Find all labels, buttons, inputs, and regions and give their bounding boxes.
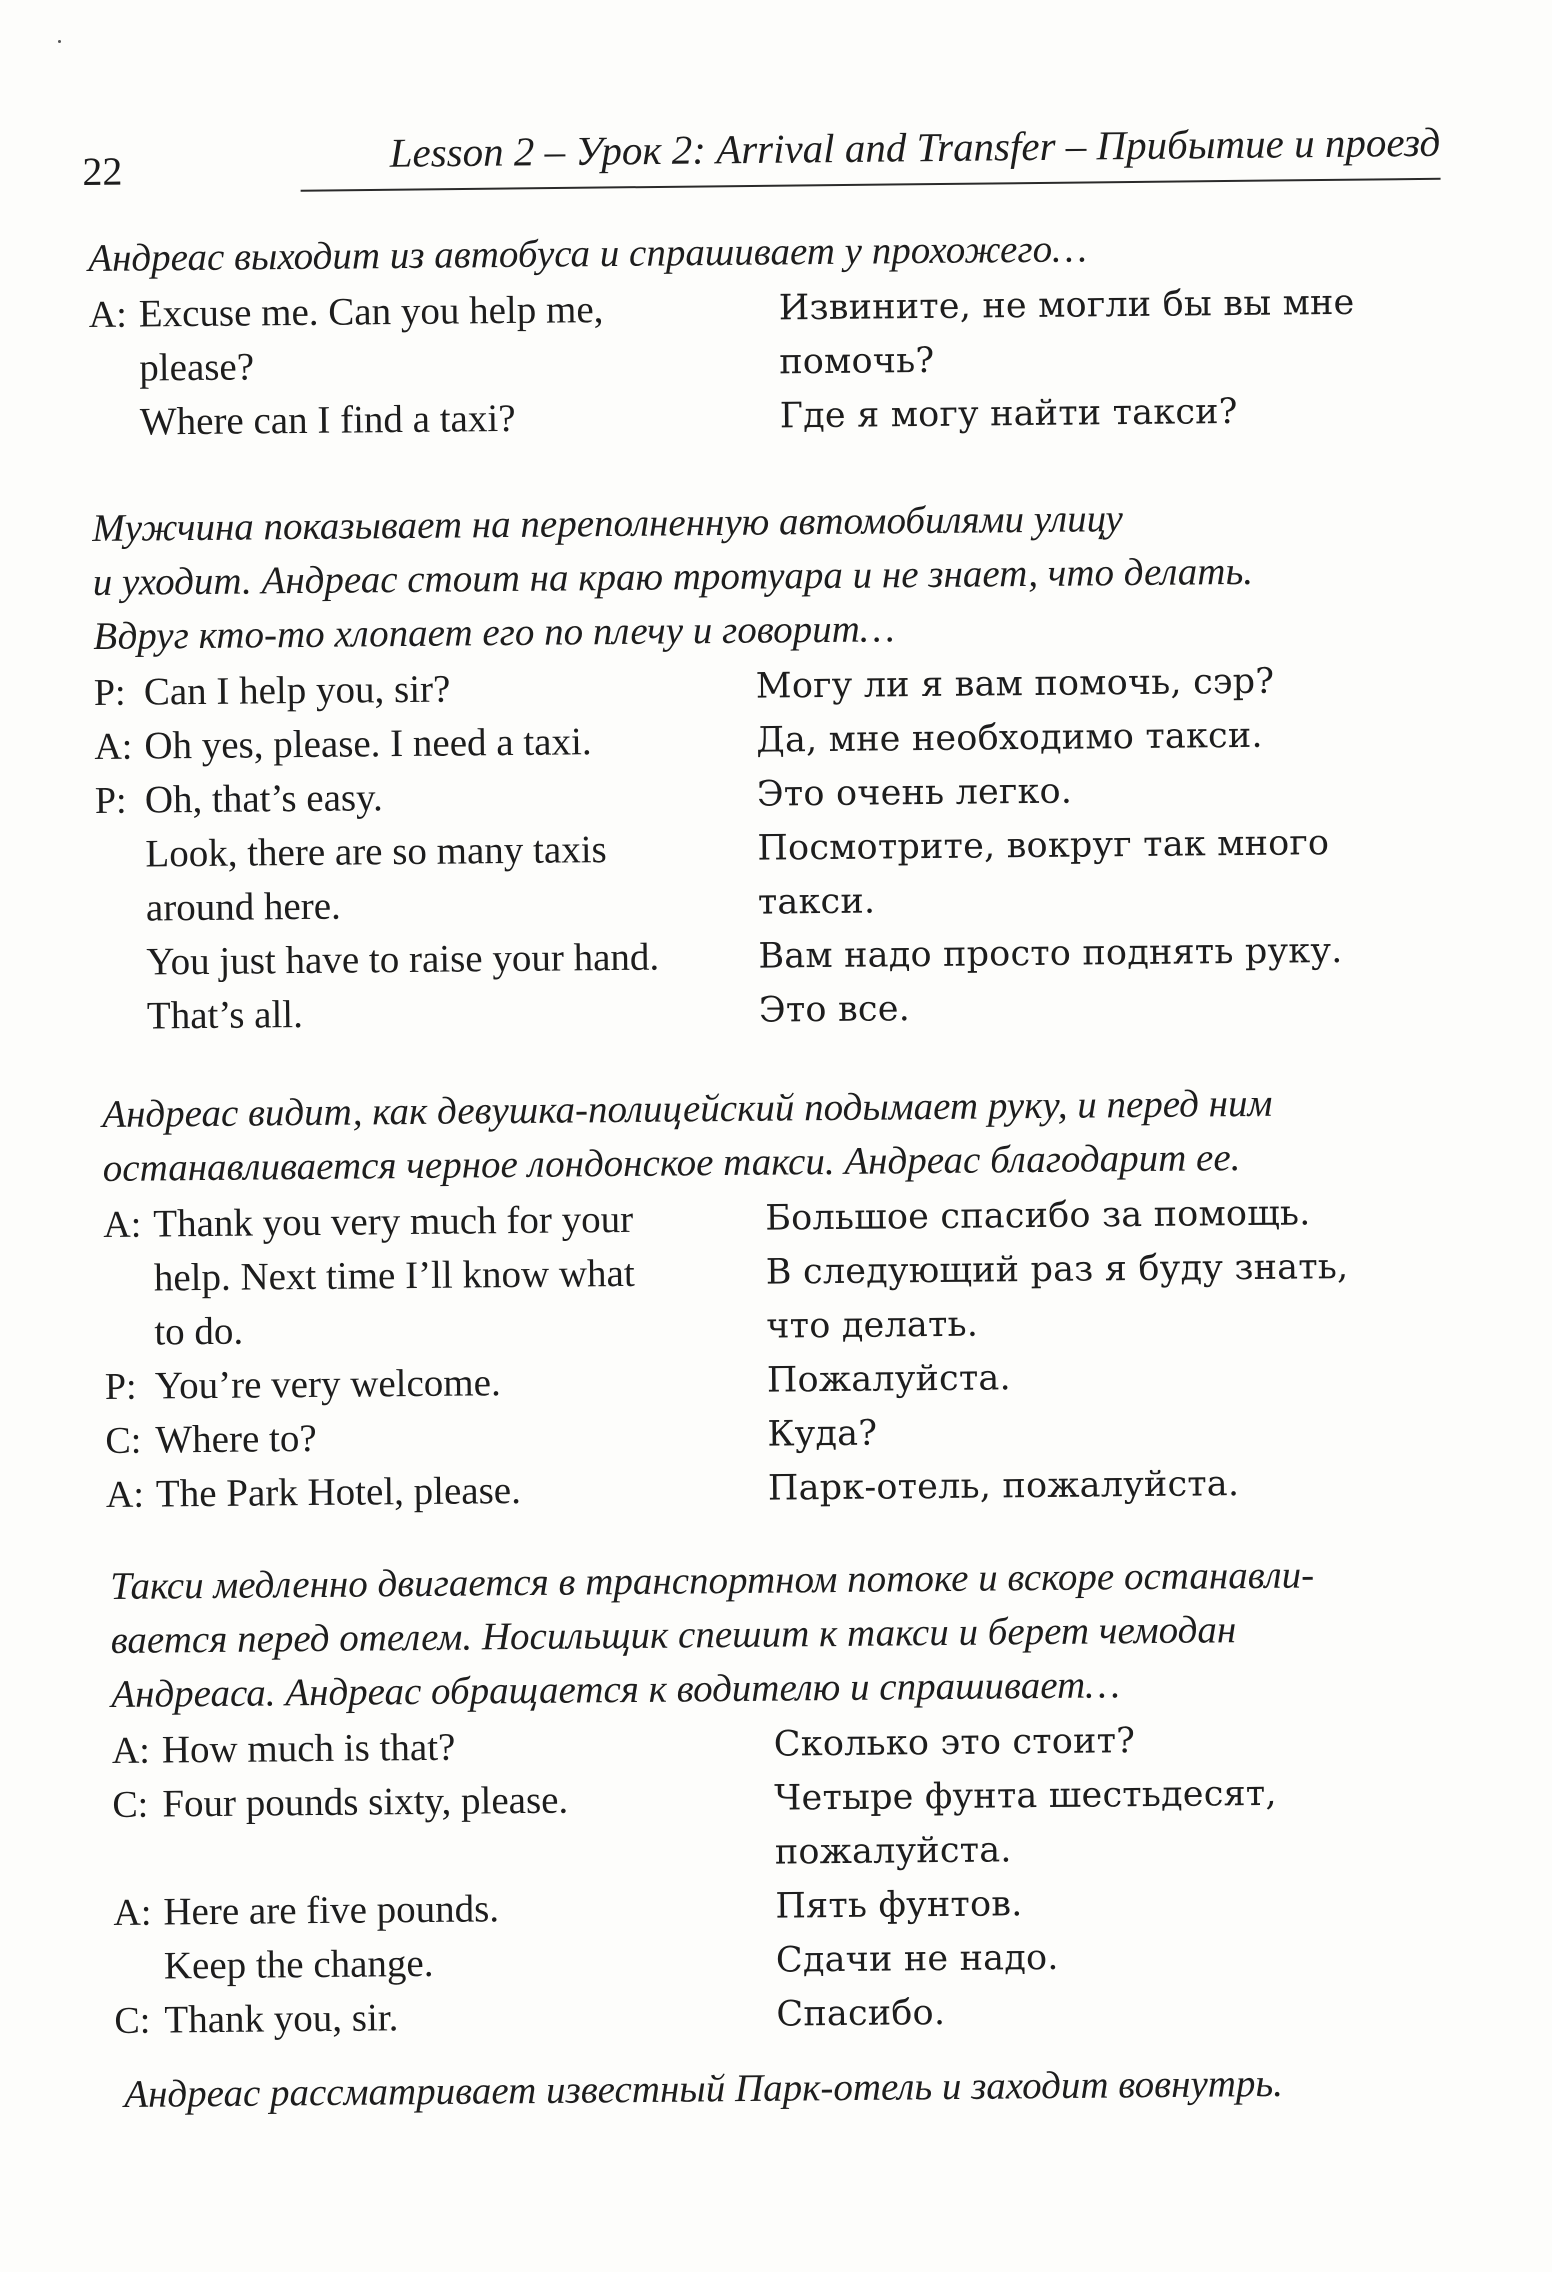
speaker-label: C: [114,1999,151,2042]
narration-line: Андреас видит, как девушка-полицейский подымает руку, и перед ним [102,1081,1273,1136]
english-text: Oh, that’s easy. [144,776,383,822]
english-text: Excuse me. Can you help me, please? Where can I find a taxi? [138,288,604,444]
dialogue-line [95,815,1476,936]
russian-text: Это все. [758,989,911,1031]
russian-text: Четыре фунта шестьдесят, пожалуйста. [774,1773,1277,1873]
speaker-label: P: [94,779,127,822]
speaker-label: A: [88,293,127,336]
russian-text: Да, мне необходимо такси. [756,715,1263,761]
english-text: Here are five pounds. Keep the change. [163,1887,500,1988]
speaker-label: A: [113,1891,152,1934]
running-title: Lesson 2 – Урок 2: Arrival and Transfer – Прибытие и проезд [389,118,1441,176]
russian-text: Это очень легко. [756,771,1073,815]
narration-line: Вдруг кто-то хлопает его по плечу и говорит… [93,607,895,658]
russian-text: Спасибо. [776,1993,946,2035]
running-header [80,118,1441,194]
russian-text: Вам надо просто поднять руку. [758,931,1343,977]
header-rule [301,178,1441,192]
narration-line: и уходит. Андреас стоит на краю тротуара и не знает, что делать. [92,549,1254,604]
russian-text: Извините, не могли бы вы мне помочь? Где я могу найти такси? [778,282,1355,437]
russian-text: Пожалуйста. [766,1358,1012,1401]
narration-line: останавливается черное лондонское такси. Андреас благодарит ее. [102,1136,1241,1190]
dialogue-section-2 [92,489,1477,1044]
speaker-label: A: [105,1473,145,1516]
speaker-label: A: [94,725,133,768]
narration-line: Такси медленно двигается в транспортном потоке и вскоре останавли- [110,1553,1315,1608]
english-text: Thank you, sir. [164,1996,399,2042]
english-text: You’re very welcome. [154,1361,501,1408]
dialogue-section-4 [110,1547,1495,2048]
closing-narration [124,2055,1504,2122]
english-text: That’s all. [146,993,304,1038]
narration-line: вается перед отелем. Носильщик спешит к такси и берет чемодан [110,1608,1237,1662]
narration-line: Мужчина показывает на переполненную автомобилями улицу [92,497,1124,550]
russian-text: Большое спасибо за помощь. В следующий раз я буду знать, что делать. [765,1193,1349,1347]
russian-text: Могу ли я вам помочь, сэр? [755,661,1275,707]
speaker-label: P: [104,1365,137,1408]
english-text: Can I help you, sir? [143,667,451,714]
speaker-label: A: [111,1729,151,1772]
dialogue-line [113,1873,1494,1994]
speaker-label: P: [93,671,126,714]
dialogue-line [112,1765,1493,1886]
english-text: Four pounds sixty, please. [162,1778,569,1826]
russian-text: Посмотрите, вокруг так много такси. [757,823,1330,923]
english-text: Thank you very much for your help. Next time I’ll know what to do. [153,1197,635,1354]
english-text: Oh yes, please. I need a taxi. [144,720,592,768]
narration-line: Андреас выходит из автобуса и спрашивает у прохожего… [88,227,1087,280]
english-text: Look, there are so many taxis around here. [145,828,607,930]
russian-text: Парк-отель, пожалуйста. [767,1464,1240,1509]
russian-text: Куда? [767,1413,878,1455]
speaker-label: A: [103,1203,142,1246]
page-number: 22 [82,148,123,194]
narration-line: Андреас рассматривает известный Парк-отель и заходит вовнутрь. [124,2061,1284,2116]
dialogue-section-1 [88,219,1470,450]
narration-line: Андреаса. Андреас обращается к водителю и спрашивает… [111,1663,1121,1716]
english-text: The Park Hotel, please. [155,1468,522,1516]
dialogue-line [103,1185,1484,1360]
english-text: How much is that? [161,1725,456,1772]
russian-text: Пять фунтов. Сдачи не надо. [775,1884,1059,1981]
dialogue-section-3 [102,1075,1486,1522]
scan-speck [58,40,61,43]
english-text: Where to? [155,1416,317,1462]
speaker-label: C: [105,1419,142,1462]
speaker-label: C: [112,1783,149,1826]
english-text: You just have to raise your hand. [146,935,660,984]
dialogue-line [89,275,1470,450]
russian-text: Сколько это стоит? [773,1721,1136,1765]
